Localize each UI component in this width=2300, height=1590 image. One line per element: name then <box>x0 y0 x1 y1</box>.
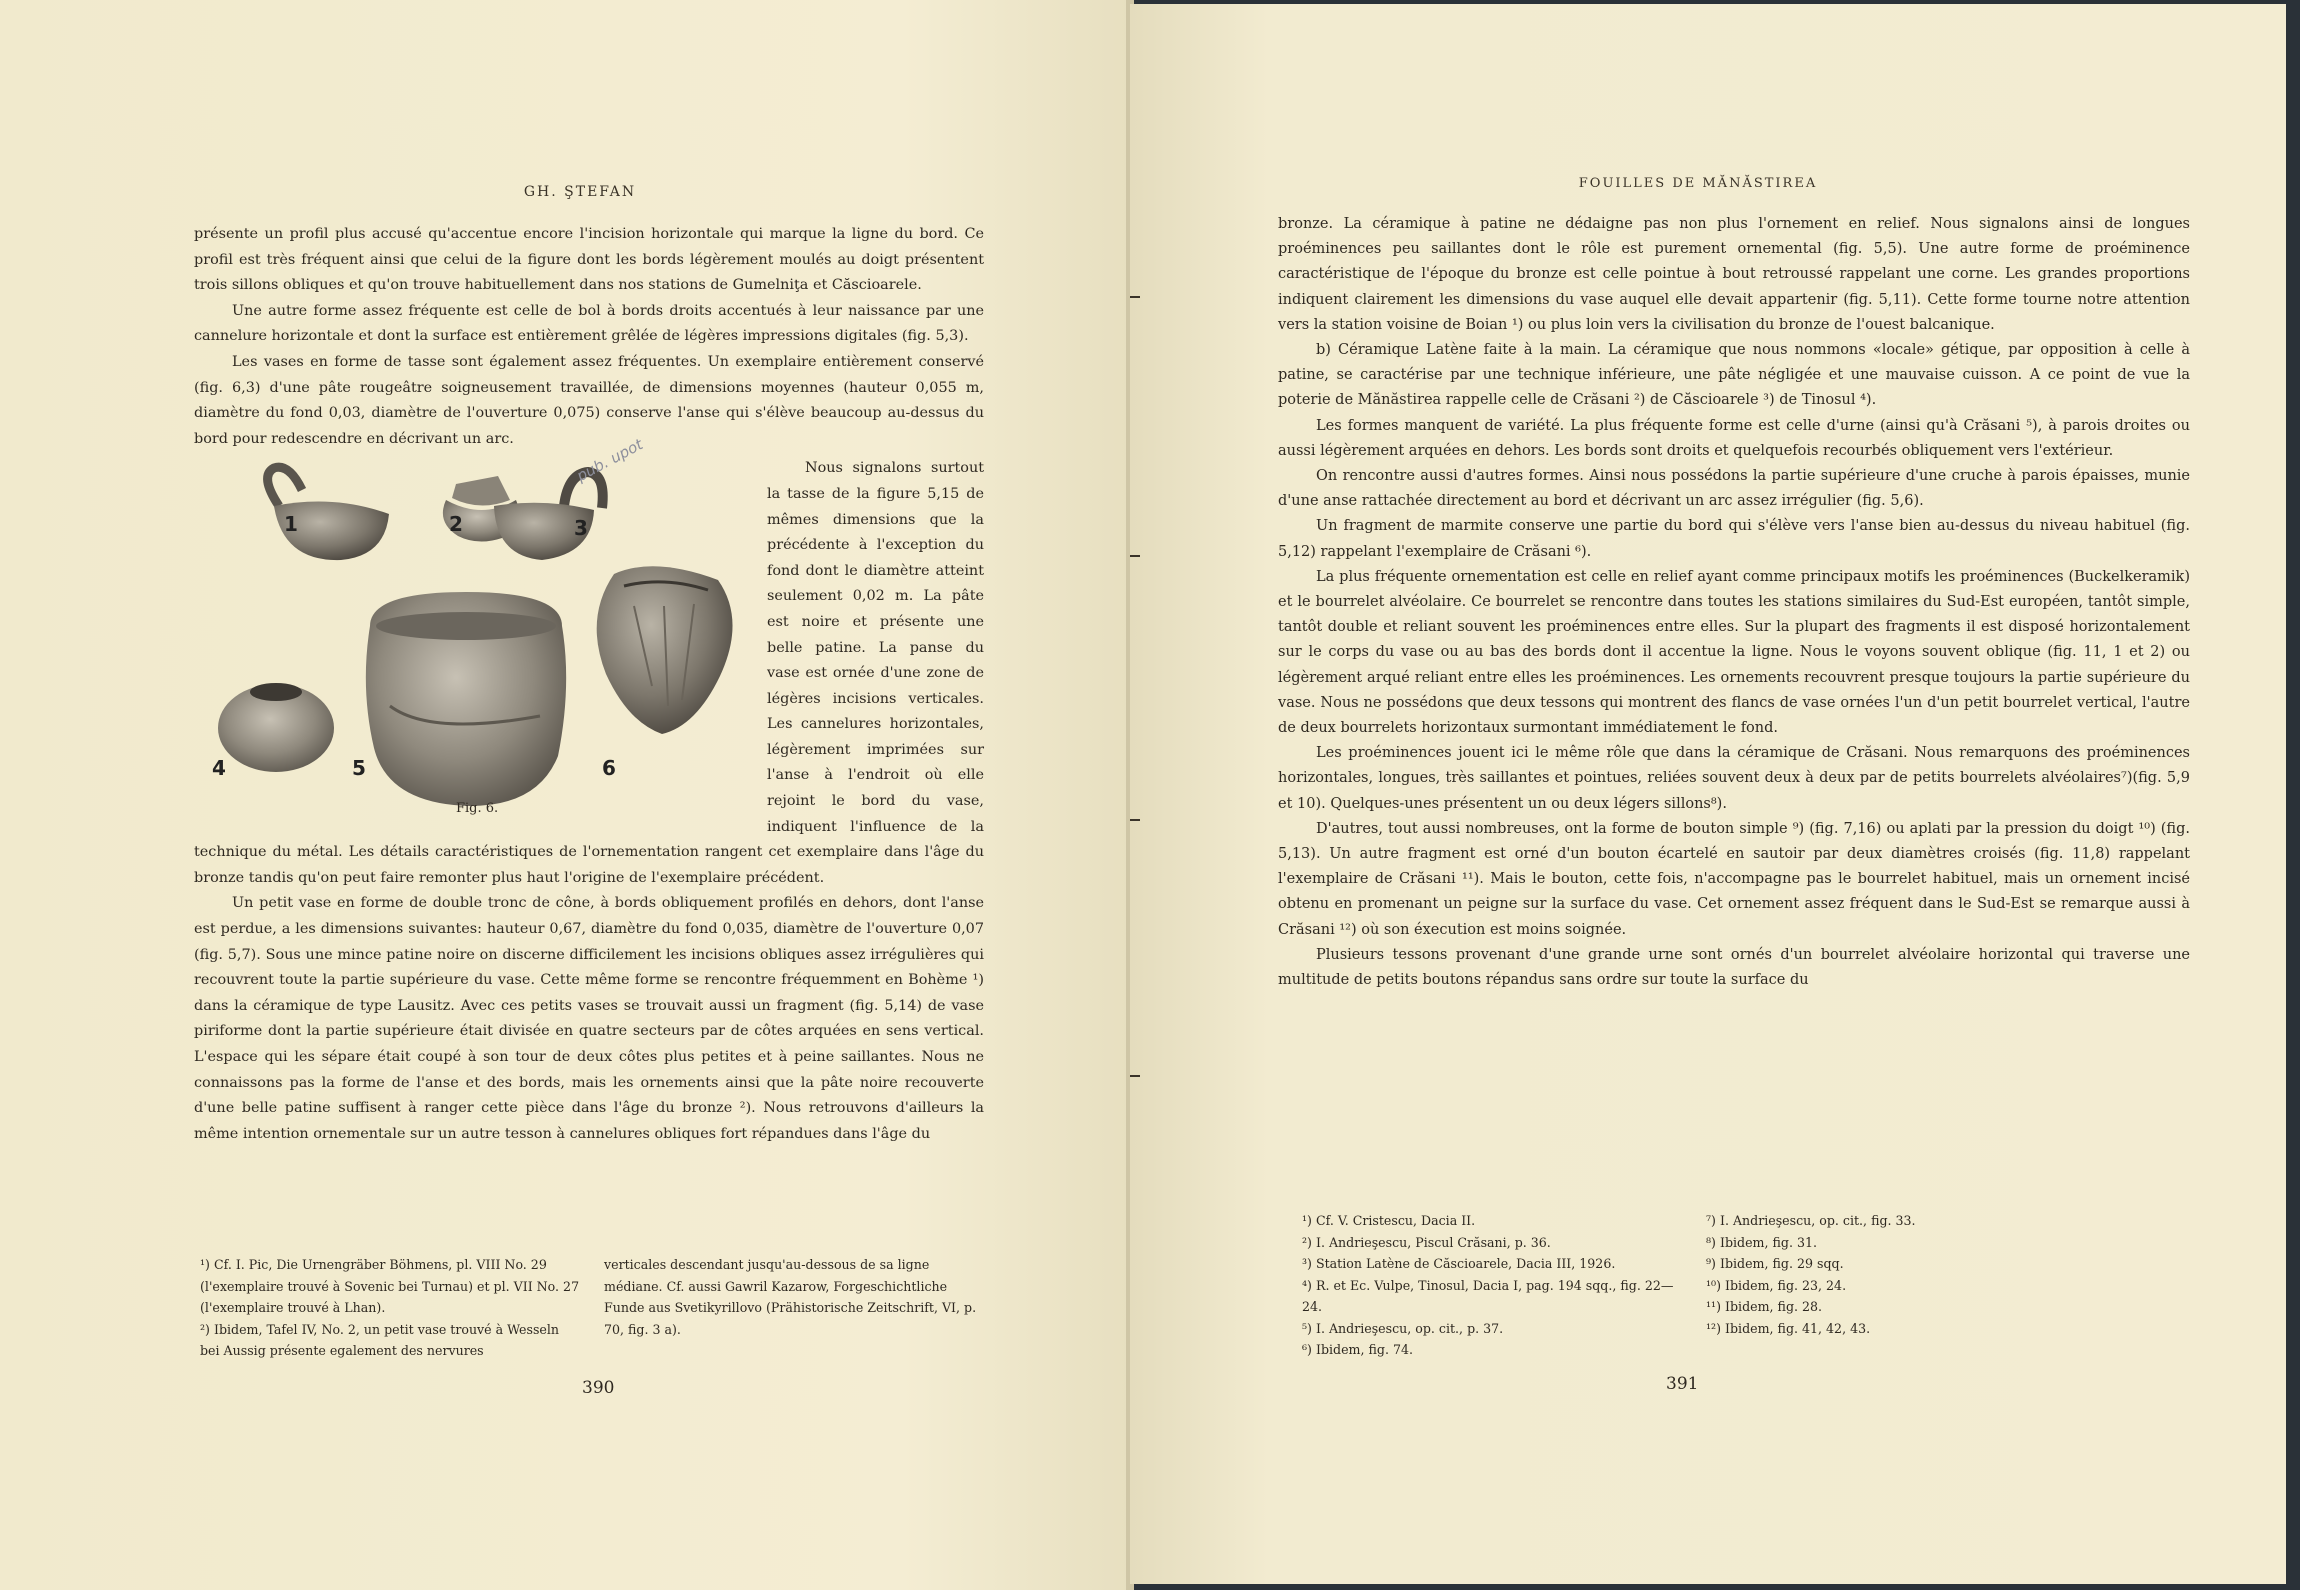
pottery-photo <box>194 456 759 826</box>
margin-mark <box>1130 1075 1140 1077</box>
figure-label-5: 5 <box>352 756 366 781</box>
running-head-left: GH. ŞTEFAN <box>523 184 637 200</box>
right-page <box>1130 4 2286 1584</box>
footnote: verticales descendant jusqu'au-dessous de sa ligne médiane. Cf. aussi Gawril Kazarow, Forgeschichtliche Funde aus Svetikyrillovo (Prähistorische Zeitschrift, VI, p. 70, fig. 3 a). <box>604 1257 977 1337</box>
margin-mark <box>1130 555 1140 557</box>
right-paragraph: La plus fréquente ornementation est celle en relief ayant comme principaux motifs les proéminences (Buckelkeramik) et le bourrelet alvéolaire. Ce bourrelet se rencontre dans toutes les stations similaires du Sud-Est européen, tantôt simple, tantôt double et reliant souvent les proéminences entre elles. Sur la plupart des fragments il est disposé horizontalement sur le corps du vase ou au bas des bords dont il accentue la ligne. Nous le voyons souvent oblique (fig. 11, 1 et 2) ou légèrement arqué reliant entre elles les proéminences. Les ornements recouvrent presque toujours la partie supérieure du vase. Nous ne possédons que deux tessons qui montrent des flancs de vase ornées l'un d'un petit bourrelet vertical, l'autre de deux bourrelets horizontaux surmontant immédiatement le fond. <box>1278 568 2190 737</box>
left-footnotes-col2 <box>604 1254 990 1340</box>
right-paragraph: Un fragment de marmite conserve une partie du bord qui s'élève vers l'anse bien au-dessus du niveau habituel (fig. 5,12) rappelant l'exemplaire de Crăsani ⁶). <box>1278 518 2190 560</box>
left-paragraph: présente un profil plus accusé qu'accentue encore l'incision horizontale qui marque la ligne du bord. Ce profil est très fréquent ainsi que celui de la figure dont les bords légèrement moulés au doigt présentent trois sillons obliques et qu'on trouve habituellement dans nos stations de Gumelniţa et Căscioarele. <box>194 226 984 294</box>
left-paragraph: Nous signalons surtout la tasse de la figure 5,15 de mêmes dimensions que la précédente à l'exception du fond dont le diamètre atteint seulement 0,02 m. La pâte est noire et présente une belle patine. La panse du vase est ornée d'une zone de légères incisions verticales. Les cannelures horizontales, légèrement imprimées sur l'anse à l'endroit où elle rejoint le bord du vase, indiquent l'influence de la technique du métal. Les détails caractéristiques de l'ornementation rangent cet exemplaire dans l'âge du bronze tandis qu'on peut faire remonter plus haut l'origine de l'exemplaire précédent. <box>194 460 984 886</box>
right-paragraph: On rencontre aussi d'autres formes. Ainsi nous possédons la partie supérieure d'une cruche à parois épaisses, munie d'une anse rattachée directement au bord et décrivant un arc assez irrégulier (fig. 5,6). <box>1278 468 2190 510</box>
page-number-left: 390 <box>582 1378 615 1398</box>
figure-6 <box>194 435 759 826</box>
left-body-text <box>194 222 984 1147</box>
footnote: ⁷) I. Andrieşescu, op. cit., fig. 33. <box>1706 1213 1916 1228</box>
left-footnotes-col1 <box>200 1254 580 1362</box>
footnote: ¹) Cf. V. Cristescu, Dacia II. <box>1302 1213 1476 1228</box>
left-paragraph: Les vases en forme de tasse sont également assez fréquentes. Un exemplaire entièrement conservé (fig. 6,3) d'une pâte rougeâtre soigneusement travaillée, de dimensions moyennes (hauteur 0,055 m, diamètre du fond 0,03, diamètre de l'ouverture 0,075) conserve l'anse qui s'élève beaucoup au-dessus du bord pour redescendre en décrivant un arc. <box>194 353 984 447</box>
left-paragraph: Une autre forme assez fréquente est celle de bol à bords droits accentués à leur naissance par une cannelure horizontale et dont la surface est entièrement grêlée de légères impressions digitales (fig. 5,3). <box>194 302 984 345</box>
right-paragraph: bronze. La céramique à patine ne dédaigne pas non plus l'ornement en relief. Nous signalons ainsi de longues proéminences peu saillantes dont le rôle est purement ornemental (fig. 5,5). Une autre forme de proéminence caractéristique de l'époque du bronze est celle pointue à bout retroussé rappelant une corne. Les grandes proportions indiquent clairement les dimensions du vase auquel elle devait appartenir (fig. 5,11). Cette forme tourne notre attention vers la station voisine de Boian ¹) ou plus loin vers la civilisation du bronze de l'ouest balcanique. <box>1278 216 2190 333</box>
footnote: ⁸) Ibidem, fig. 31. <box>1706 1234 1817 1250</box>
right-paragraph: Les formes manquent de variété. La plus fréquente forme est celle d'urne (ainsi qu'à Crăsani ⁵), à parois droites ou aussi légèrement arquées en dehors. Les bords sont droits et quelquefois recourbés obliquement vers l'extérieur. <box>1278 417 2190 459</box>
right-footnotes-col1 <box>1302 1210 1682 1361</box>
footnote: ⁶) Ibidem, fig. 74. <box>1302 1342 1413 1357</box>
figure-label-4: 4 <box>212 756 226 781</box>
figure-caption: Fig. 6. <box>456 801 499 817</box>
figure-label-1: 1 <box>284 512 298 537</box>
right-footnotes <box>1302 1210 2182 1360</box>
right-paragraph: Les proéminences jouent ici le même rôle que dans la céramique de Crăsani. Nous remarquons des proéminences horizontales, longues, très saillantes et pointues, reliées souvent deux à deux par de petits bourrelets alvéolaires⁷)(fig. 5,9 et 10). Quelques-unes présentent un ou deux légers sillons⁸). <box>1278 745 2190 812</box>
figure-label-3: 3 <box>574 516 588 541</box>
right-footnotes-col2 <box>1706 1210 2006 1339</box>
footnote: ¹²) Ibidem, fig. 41, 42, 43. <box>1706 1320 1871 1336</box>
margin-mark <box>1130 296 1140 298</box>
right-body-text <box>1278 212 2190 993</box>
footnote: ¹¹) Ibidem, fig. 28. <box>1706 1299 1823 1314</box>
left-paragraph: Un petit vase en forme de double tronc de cône, à bords obliquement profilés en dehors, dont l'anse est perdue, a les dimensions suivantes: hauteur 0,67, diamètre du fond 0,035, diamètre de l'ouverture 0,07 (fig. 5,7). Sous une mince patine noire on discerne difficilement les incisions obliques assez irrégulières qui recouvrent toute la partie supérieure du vase. Cette même forme se rencontre fréquemment en Bohème ¹) dans la céramique de type Lausitz. Avec ces petits vases se trouvait aussi un fragment (fig. 5,14) de vase piriforme dont la partie supérieure était divisée en quatre secteurs par de côtes arquées en sens vertical. L'espace qui les sépare était coupé à son tour de deux côtes plus petites et à peine saillantes. Nous ne connaissons pas la forme de l'anse et des bords, mais les ornements ainsi que la pâte noire recouverte d'une belle patine suffisent à ranger cette pièce dans l'âge du bronze ²). Nous retrouvons d'ailleurs la même intention ornementale sur un autre tesson à cannelures obliques fort répandues dans l'âge du <box>194 895 984 1142</box>
footnote: ¹) Cf. I. Pic, Die Urnengräber Böhmens, pl. VIII No. 29 (l'exemplaire trouvé à Sovenic bei Turnau) et pl. VII No. 27 (l'exemplaire trouvé à Lhan). <box>200 1257 580 1315</box>
pencil-annotation: pub. upot <box>573 435 646 486</box>
margin-mark <box>1130 819 1140 821</box>
footnote: ⁵) I. Andrieşescu, op. cit., p. 37. <box>1302 1320 1504 1336</box>
footnote: ²) Ibidem, Tafel IV, No. 2, un petit vase trouvé à Wesseln bei Aussig présente egalement des nervures <box>200 1321 560 1358</box>
left-page <box>0 0 1130 1590</box>
right-paragraph: Plusieurs tessons provenant d'une grande urne sont ornés d'un bourrelet alvéolaire horizontal qui traverse une multitude de petits boutons répandus sans ordre sur toute la surface du <box>1278 946 2190 989</box>
footnote: ¹⁰) Ibidem, fig. 23, 24. <box>1706 1277 1847 1293</box>
figure-label-6: 6 <box>602 756 616 781</box>
running-head-right: FOUILLES DE MĂNĂSTIREA <box>1578 176 1818 191</box>
page-number-right: 391 <box>1666 1374 1699 1394</box>
footnote: ³) Station Latène de Căscioarele, Dacia III, 1926. <box>1302 1256 1616 1271</box>
right-paragraph: D'autres, tout aussi nombreuses, ont la forme de bouton simple ⁹) (fig. 7,16) ou aplati par la pression du doigt ¹⁰) (fig. 5,13). Un autre fragment est orné d'un bouton écartelé en sautoir par deux diamètres croisés (fig. 11,8) rappelant l'exemplaire de Crăsani ¹¹). Mais le bouton, cette fois, n'accompagne pas le bourrelet habituel, mais un ornement incisé obtenu en promenant un peigne sur la surface du vase. Cet ornement assez fréquent dans le Sud-Est se remarque aussi à Crăsani ¹²) où son éxecution est moins soignée. <box>1278 820 2190 938</box>
footnote: ⁹) Ibidem, fig. 29 sqq. <box>1706 1256 1844 1271</box>
footnote: ⁴) R. et Ec. Vulpe, Tinosul, Dacia I, pag. 194 sqq., fig. 22—24. <box>1302 1277 1674 1314</box>
figure-label-2: 2 <box>449 512 463 537</box>
right-paragraph: b) Céramique Latène faite à la main. La céramique que nous nommons «locale» gétique, par opposition à celle à patine, se caractérise par une technique inférieure, une pâte négligée et une mauvaise cuisson. A ce point de vue la poterie de Mănăstirea rappelle celle de Crăsani ²) de Căscioarele ³) de Tinosul ⁴). <box>1278 342 2190 409</box>
footnote: ²) I. Andrieşescu, Piscul Crăsani, p. 36. <box>1302 1234 1551 1250</box>
left-footnotes <box>200 1254 990 1364</box>
